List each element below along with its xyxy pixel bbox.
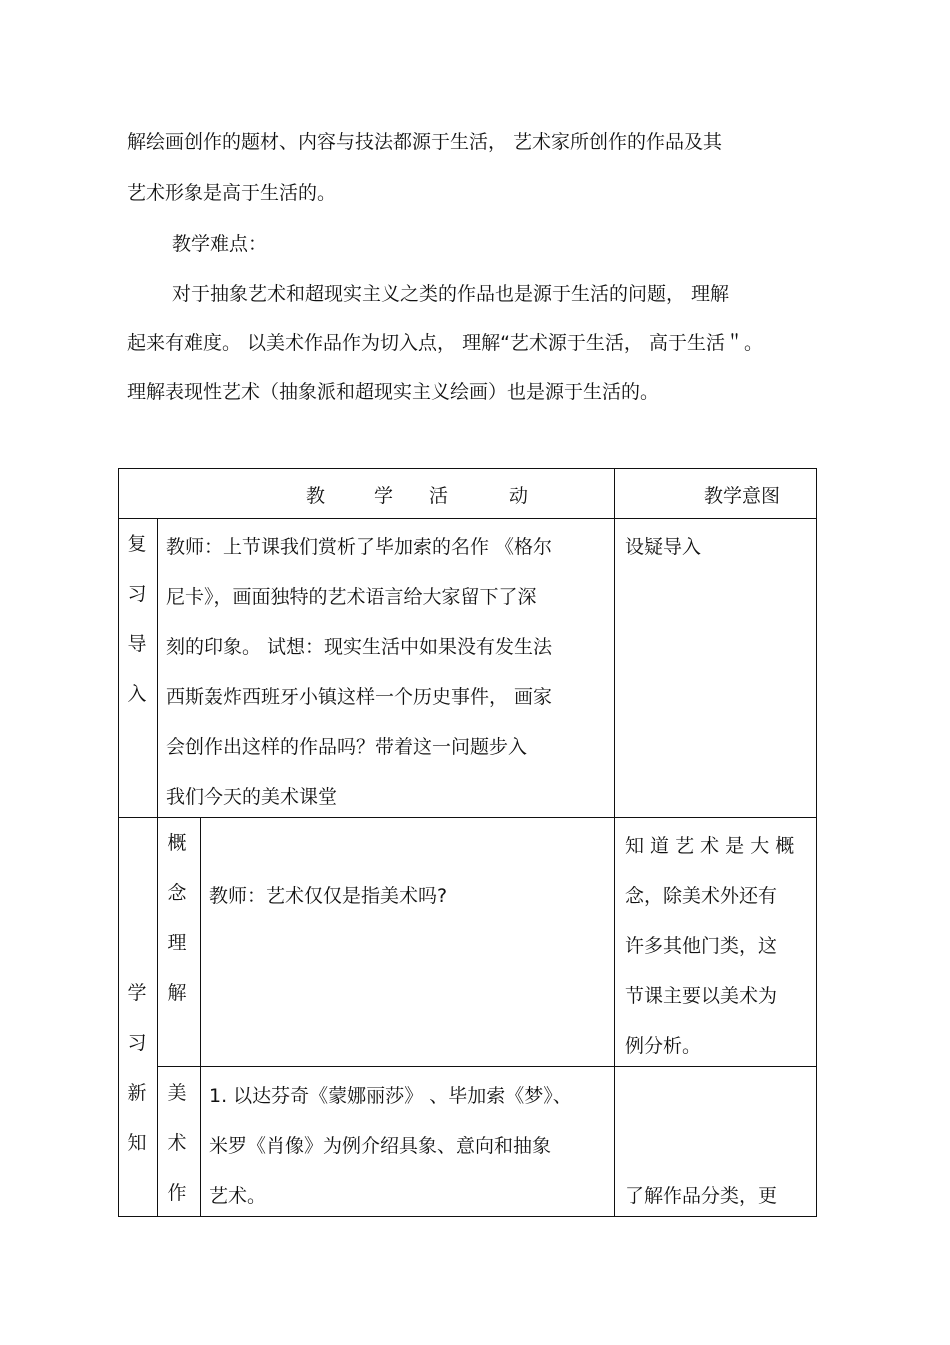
- review-divider: [118, 817, 817, 818]
- concept-divider: [157, 1066, 817, 1067]
- new-label-char-4: 知: [127, 1132, 147, 1154]
- review-line-3: 刻的印象。 试想：现实生活中如果没有发生法: [166, 636, 553, 658]
- divider-intent: [614, 468, 615, 1217]
- intro-line-4: 起来有难度。 以美术作品作为切入点， 理解“艺术源于生活， 高于生活＂。: [127, 332, 763, 354]
- artwork-intent: 了解作品分类，更: [625, 1185, 778, 1207]
- new-label-char-2: 习: [127, 1032, 147, 1054]
- concept-intent-5: 例分析。: [625, 1035, 702, 1057]
- table-border-top: [118, 468, 817, 469]
- concept-intent-4: 节课主要以美术为: [625, 985, 778, 1007]
- lesson-table: [118, 468, 817, 1217]
- review-label-char-3: 导: [127, 633, 147, 655]
- header-intent: 教学意图: [704, 485, 781, 507]
- concept-label-char-4: 解: [167, 982, 187, 1004]
- artwork-line-2: 米罗《肖像》为例介绍具象、意向和抽象: [209, 1135, 552, 1157]
- intro-line-3: 对于抽象艺术和超现实主义之类的作品也是源于生活的问题， 理解: [172, 283, 730, 305]
- artwork-label-char-1: 美: [167, 1082, 187, 1104]
- divider-section-col: [157, 518, 158, 1217]
- review-line-5: 会创作出这样的作品吗？带着这一问题步入: [166, 736, 528, 758]
- artwork-line-1: 1. 以达芬奇《蒙娜丽莎》 、毕加索《梦》、: [209, 1085, 572, 1107]
- table-border-bottom: [118, 1216, 817, 1217]
- header-char-1: 教: [306, 485, 326, 507]
- table-border-right: [816, 468, 817, 1217]
- review-line-1: 教师：上节课我们赏析了毕加索的名作 《格尔: [166, 536, 553, 558]
- review-intent: 设疑导入: [625, 536, 702, 558]
- concept-intent-1: 知 道 艺 术 是 大 概: [625, 835, 795, 857]
- difficulty-heading: 教学难点：: [172, 233, 268, 255]
- new-label-char-1: 学: [127, 982, 147, 1004]
- review-label-char-2: 习: [127, 583, 147, 605]
- artwork-label-char-3: 作: [167, 1182, 187, 1204]
- new-label-char-3: 新: [127, 1082, 147, 1104]
- review-label-char-4: 入: [127, 683, 147, 705]
- header-divider: [118, 518, 817, 519]
- intro-line-2: 艺术形象是高于生活的。: [127, 182, 337, 204]
- divider-sublabel-col: [200, 817, 201, 1217]
- review-label-char-1: 复: [127, 533, 147, 555]
- header-char-2: 学: [374, 485, 394, 507]
- table-border-left: [118, 468, 119, 1217]
- concept-label-char-3: 理: [167, 932, 187, 954]
- header-char-4: 动: [509, 485, 529, 507]
- concept-intent-3: 许多其他门类，这: [625, 935, 778, 957]
- review-line-2: 尼卡》，画面独特的艺术语言给大家留下了深: [166, 586, 537, 608]
- review-line-4: 西斯轰炸西班牙小镇这样一个历史事件， 画家: [166, 686, 553, 708]
- concept-label-char-1: 概: [167, 832, 187, 854]
- concept-content: 教师：艺术仅仅是指美术吗?: [209, 885, 448, 907]
- intro-line-5: 理解表现性艺术（抽象派和超现实主义绘画）也是源于生活的。: [127, 381, 660, 403]
- intro-line-1: 解绘画创作的题材、内容与技法都源于生活， 艺术家所创作的作品及其: [127, 131, 723, 153]
- concept-intent-2: 念，除美术外还有: [625, 885, 778, 907]
- artwork-line-3: 艺术。: [209, 1185, 267, 1207]
- header-char-3: 活: [429, 485, 449, 507]
- concept-label-char-2: 念: [167, 882, 187, 904]
- artwork-label-char-2: 术: [167, 1132, 187, 1154]
- review-line-6: 我们今天的美术课堂: [166, 786, 338, 808]
